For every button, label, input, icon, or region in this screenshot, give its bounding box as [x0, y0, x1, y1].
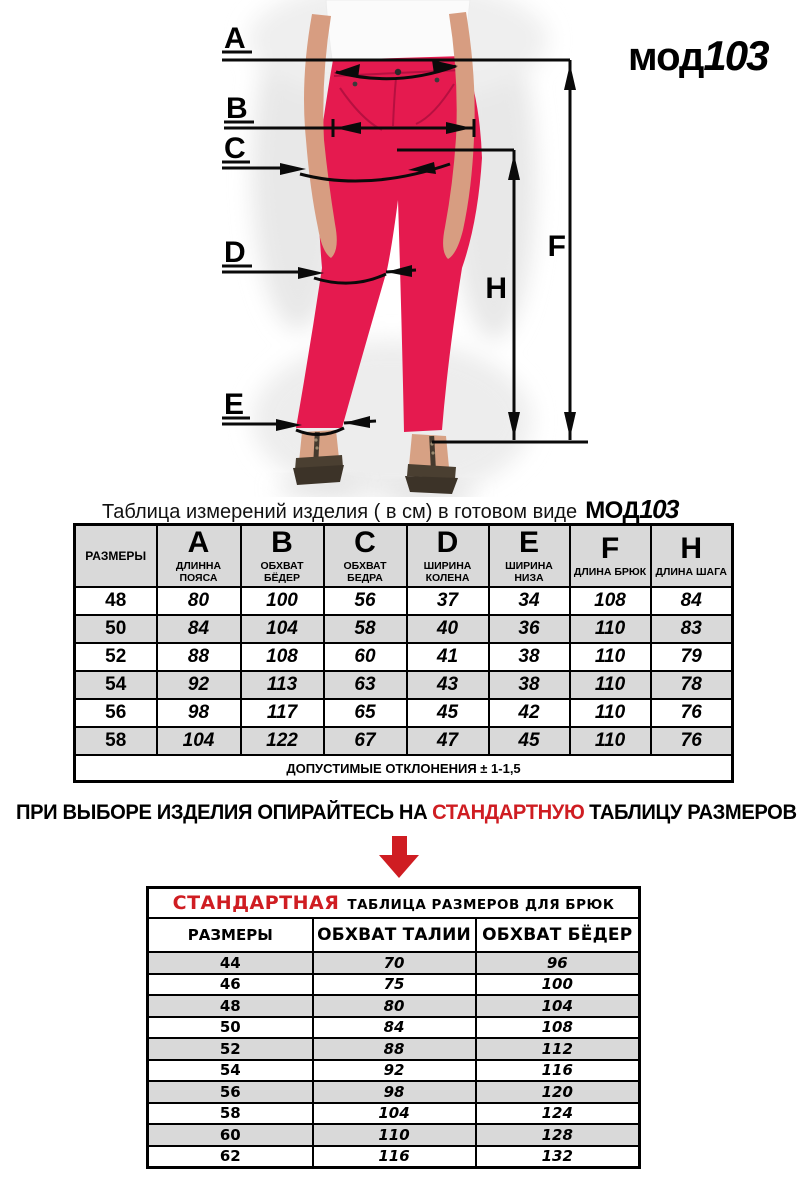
value-cell: 108 [241, 643, 324, 671]
notice-highlight: СТАНДАРТНУЮ [432, 801, 585, 824]
standard-size-row [148, 974, 640, 996]
measure-label-h: H [485, 272, 507, 305]
tolerance-note: ДОПУСТИМЫЕ ОТКЛОНЕНИЯ ± 1-1,5 [75, 755, 733, 782]
hips-cell: 124 [476, 1103, 640, 1125]
column-label: ШИРИНА КОЛЕНА [423, 559, 472, 584]
standard-size-row [148, 1038, 640, 1060]
size-cell: 46 [148, 974, 313, 996]
value-cell: 122 [241, 727, 324, 755]
size-cell: 62 [148, 1146, 313, 1168]
value-cell: 98 [157, 699, 241, 727]
hips-cell: 116 [476, 1060, 640, 1082]
standard-table-title-row [148, 888, 640, 919]
column-label: ОБХВАТ БЁДЕР [260, 559, 304, 584]
tolerance-row [75, 755, 733, 782]
value-cell: 41 [407, 643, 489, 671]
standard-size-row [148, 1103, 640, 1125]
waist-cell: 84 [313, 1017, 476, 1039]
value-cell: 45 [407, 699, 489, 727]
value-cell: 43 [407, 671, 489, 699]
waist-cell: 104 [313, 1103, 476, 1125]
hips-cell: 128 [476, 1124, 640, 1146]
value-cell: 78 [651, 671, 733, 699]
value-cell: 104 [241, 615, 324, 643]
column-header-h [651, 525, 733, 588]
pants-button [395, 69, 401, 75]
size-cell: 44 [148, 952, 313, 974]
value-cell: 110 [570, 727, 651, 755]
column-label: ОБХВАТ БЕДРА [343, 559, 387, 584]
waist-cell: 92 [313, 1060, 476, 1082]
size-cell: 48 [148, 995, 313, 1017]
standard-table-title-rest: ТАБЛИЦА РАЗМЕРОВ ДЛЯ БРЮК [347, 897, 615, 913]
value-cell: 40 [407, 615, 489, 643]
column-header-e [489, 525, 570, 588]
size-cell: 60 [148, 1124, 313, 1146]
down-arrow-icon [379, 836, 419, 878]
value-cell: 60 [324, 643, 407, 671]
column-header-sizes [75, 525, 157, 588]
standard-table-title-highlight: СТАНДАРТНАЯ [172, 892, 340, 914]
shirt-shape [326, 0, 470, 66]
waist-cell: 110 [313, 1124, 476, 1146]
value-cell: 36 [489, 615, 570, 643]
size-row [75, 615, 733, 643]
size-cell: 58 [148, 1103, 313, 1125]
value-cell: 83 [651, 615, 733, 643]
size-cell: 52 [148, 1038, 313, 1060]
column-label: ДЛИНА ШАГА [655, 565, 727, 578]
hips-cell: 96 [476, 952, 640, 974]
value-cell: 104 [157, 727, 241, 755]
size-table-title-model: МОД103 [585, 494, 679, 524]
value-cell: 47 [407, 727, 489, 755]
standard-size-row [148, 1124, 640, 1146]
hips-cell: 132 [476, 1146, 640, 1168]
value-cell: 110 [570, 671, 651, 699]
size-cell: 56 [75, 699, 157, 727]
value-cell: 110 [570, 615, 651, 643]
column-header-a [157, 525, 241, 588]
waist-cell: 75 [313, 974, 476, 996]
hips-cell: 104 [476, 995, 640, 1017]
value-cell: 108 [570, 587, 651, 615]
waist-cell: 70 [313, 952, 476, 974]
standard-column-header: РАЗМЕРЫ [148, 918, 313, 952]
column-header-d [407, 525, 489, 588]
hips-cell: 112 [476, 1038, 640, 1060]
model-number-label [628, 32, 767, 80]
column-letter: H [680, 531, 703, 565]
value-cell: 88 [157, 643, 241, 671]
size-cell: 52 [75, 643, 157, 671]
column-label: ШИРИНА НИЗА [505, 559, 553, 584]
size-cell: 56 [148, 1081, 313, 1103]
measure-label-f: F [547, 230, 566, 263]
measure-label-e: E [224, 388, 245, 421]
standard-size-row [148, 1060, 640, 1082]
column-header-b [241, 525, 324, 588]
size-cell: 58 [75, 727, 157, 755]
column-header-c [324, 525, 407, 588]
value-cell: 37 [407, 587, 489, 615]
value-cell: 58 [324, 615, 407, 643]
value-cell: 92 [157, 671, 241, 699]
measure-label-d: D [224, 236, 246, 269]
hips-cell: 120 [476, 1081, 640, 1103]
standard-table-title [148, 888, 640, 919]
measure-label-b: B [226, 92, 248, 125]
value-cell: 38 [489, 643, 570, 671]
size-cell: 48 [75, 587, 157, 615]
size-cell: 50 [75, 615, 157, 643]
column-label: ДЛИННА ПОЯСА [175, 559, 222, 584]
value-cell: 84 [157, 615, 241, 643]
waist-cell: 88 [313, 1038, 476, 1060]
value-cell: 113 [241, 671, 324, 699]
garment-measurements-table [73, 523, 734, 783]
waist-cell: 80 [313, 995, 476, 1017]
value-cell: 34 [489, 587, 570, 615]
value-cell: 65 [324, 699, 407, 727]
standard-size-row [148, 1017, 640, 1039]
measure-label-c: C [224, 132, 246, 165]
value-cell: 84 [651, 587, 733, 615]
value-cell: 38 [489, 671, 570, 699]
size-row [75, 727, 733, 755]
value-cell: 76 [651, 699, 733, 727]
value-cell: 63 [324, 671, 407, 699]
size-cell: 54 [148, 1060, 313, 1082]
hips-cell: 108 [476, 1017, 640, 1039]
column-letter: E [518, 525, 539, 559]
measure-label-a: A [224, 22, 246, 55]
standard-column-header: ОБХВАТ БЁДЕР [476, 918, 640, 952]
value-cell: 117 [241, 699, 324, 727]
notice-text-before: ПРИ ВЫБОРЕ ИЗДЕЛИЯ ОПИРАЙТЕСЬ НА [16, 801, 428, 824]
size-row [75, 699, 733, 727]
standard-size-row [148, 995, 640, 1017]
value-cell: 110 [570, 699, 651, 727]
size-cell: 54 [75, 671, 157, 699]
column-letter: B [271, 525, 293, 559]
size-row [75, 643, 733, 671]
size-table-title [40, 494, 740, 525]
column-letter: D [436, 525, 459, 559]
standard-size-row [148, 1081, 640, 1103]
standard-table-header-row [148, 918, 640, 952]
column-letter: A [187, 525, 210, 559]
waist-cell: 98 [313, 1081, 476, 1103]
value-cell: 42 [489, 699, 570, 727]
size-cell: 50 [148, 1017, 313, 1039]
waist-cell: 116 [313, 1146, 476, 1168]
value-cell: 67 [324, 727, 407, 755]
standard-size-row [148, 1146, 640, 1168]
value-cell: 110 [570, 643, 651, 671]
value-cell: 45 [489, 727, 570, 755]
standard-size-row [148, 952, 640, 974]
value-cell: 79 [651, 643, 733, 671]
column-label: ДЛИНА БРЮК [573, 565, 647, 578]
pocket-rivet [353, 82, 358, 87]
notice-text-after: ТАБЛИЦУ РАЗМЕРОВ [589, 801, 797, 824]
value-cell: 56 [324, 587, 407, 615]
size-row [75, 671, 733, 699]
column-letter: F [600, 531, 620, 565]
value-cell: 76 [651, 727, 733, 755]
selection-notice [16, 801, 797, 825]
standard-column-header: ОБХВАТ ТАЛИИ [313, 918, 476, 952]
size-table-header-row [75, 525, 733, 588]
column-header-f [570, 525, 651, 588]
column-label: РАЗМЕРЫ [85, 549, 147, 563]
pocket-rivet [435, 78, 440, 83]
value-cell: 80 [157, 587, 241, 615]
column-letter: C [354, 525, 376, 559]
size-row [75, 587, 733, 615]
model-prefix: мод [628, 35, 704, 79]
hips-cell: 100 [476, 974, 640, 996]
standard-size-table [146, 886, 641, 1169]
model-number: 103 [703, 32, 768, 79]
size-table-title-text: Таблица измерений изделия ( в см) в готовом виде [101, 501, 578, 523]
pants-measurement-diagram [0, 0, 800, 497]
value-cell: 100 [241, 587, 324, 615]
